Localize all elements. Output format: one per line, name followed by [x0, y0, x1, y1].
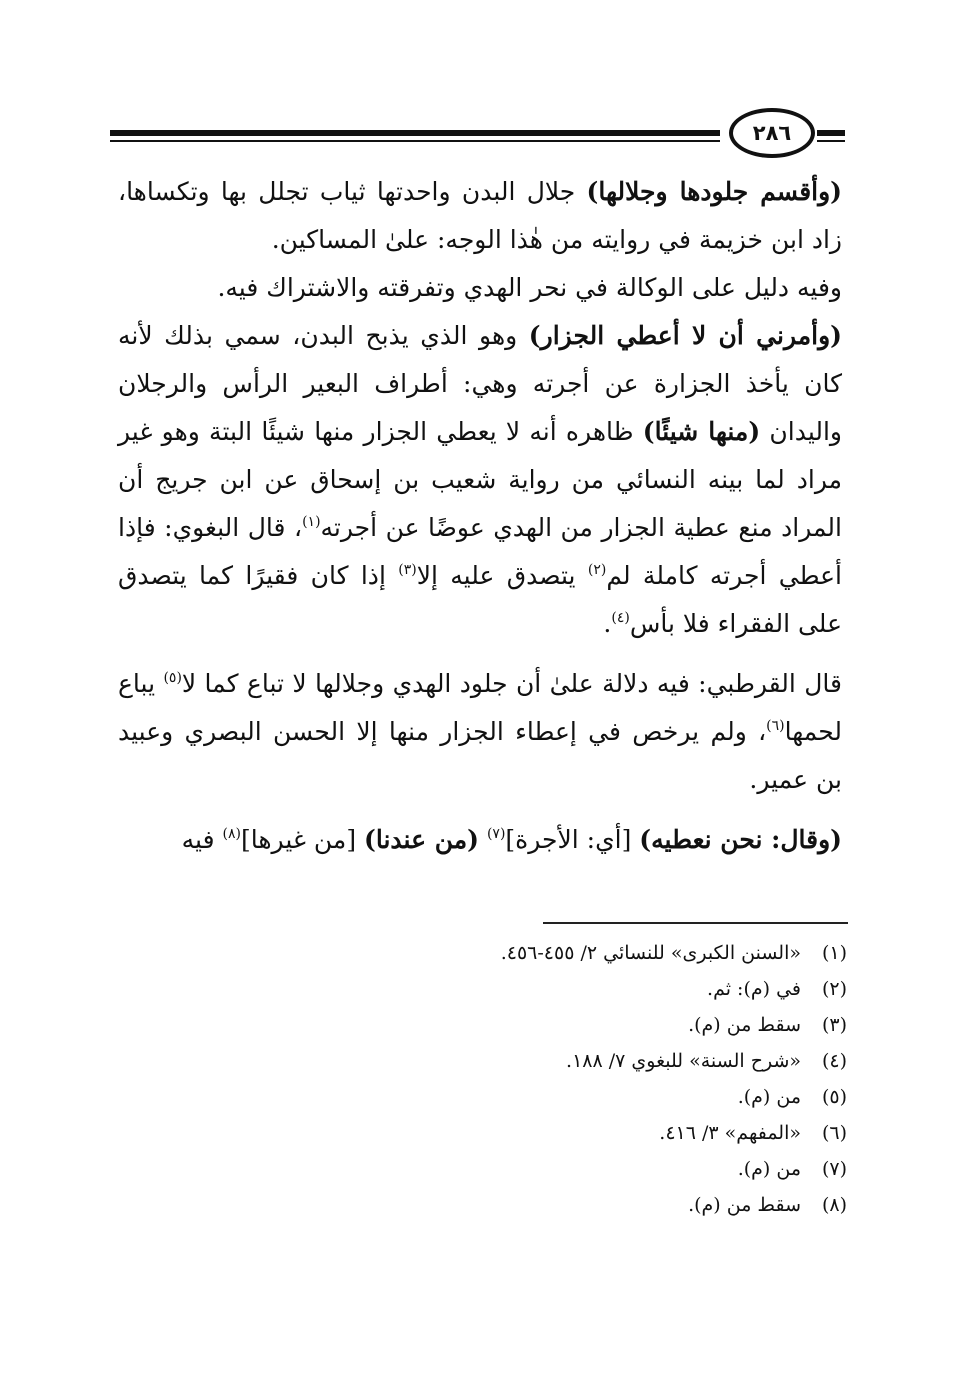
- header-rule-thin-right: [817, 140, 845, 142]
- text-run: [479, 825, 487, 854]
- footnote-number: (٥): [821, 1086, 847, 1108]
- footnote-item: [327, 935, 847, 971]
- text-run: جلال البدن واحدتها ثياب تجلل بها وتكساها، زاد ابن خزيمة في روايته من هٰذا الوجه: علىٰ المساكين.: [118, 177, 842, 254]
- footnote-number: (٦): [821, 1122, 847, 1144]
- footnote-ref: (٥): [163, 670, 182, 686]
- text-run: فيه: [181, 825, 223, 854]
- footnote-number: (١): [821, 942, 847, 964]
- text-run: وفيه دليل على الوكالة في نحر الهدي وتفرقته والاشتراك فيه.: [217, 273, 842, 302]
- text-run: قال القرطبي: فيه دلالة علىٰ أن جلود الهدي وجلالها لا تباع كما لا: [181, 669, 842, 698]
- text-run: [أي: الأجرة]: [505, 825, 640, 854]
- text-run: ، ولم يرخص في إعطاء الجزار منها إلا الحسن البصري وعبيد بن عمير.: [118, 717, 842, 794]
- footnote-text: سقط من (م).: [688, 1014, 801, 1036]
- bold-phrase: (وأمرني أن لا أعطي الجزار): [528, 321, 842, 350]
- text-run: ظاهره أنه لا يعطي الجزار منها شيئًا البتة وهو غير مراد لما بينه النسائي من رواية شعيب بن إسحاق عن ابن جريج أن المراد منع عطية الجزار من الهدي عوضًا عن أجرته: [118, 417, 842, 542]
- text-run: .: [603, 609, 612, 638]
- bold-phrase: (منها شيئًا): [642, 417, 761, 446]
- main-text: [118, 168, 842, 864]
- footnote-text: من (م).: [737, 1158, 801, 1180]
- text-run: ، قال البغوي: فإذا أعطي أجرته كاملة لم: [118, 513, 842, 590]
- page-number: ٢٨٦: [729, 108, 815, 158]
- paragraph: [118, 312, 842, 648]
- paragraph: [118, 816, 842, 864]
- paragraph: [118, 264, 842, 312]
- footnote-item: [327, 1187, 847, 1223]
- text-run: إذا كان فقيرًا كما يتصدق على الفقراء فلا بأس: [118, 561, 842, 638]
- footnote-text: «السنن الكبرى» للنسائي ٢/ ٤٥٥-٤٥٦.: [500, 942, 801, 964]
- footnote-text: من (م).: [737, 1086, 801, 1108]
- header-rule-thick: [110, 130, 720, 136]
- footnotes: [327, 935, 847, 1223]
- footnote-ref: (٤): [611, 610, 630, 626]
- footnote-number: (٢): [821, 978, 847, 1000]
- footnote-ref: (٦): [766, 718, 785, 734]
- bold-phrase: (من عندنا): [364, 825, 479, 854]
- footnote-text: في (م): ثم.: [707, 978, 801, 1000]
- text-run: [من غيرها]: [240, 825, 365, 854]
- footnote-item: [327, 1079, 847, 1115]
- footnote-item: [327, 1043, 847, 1079]
- footnote-ref: (٧): [486, 826, 506, 842]
- paragraph: [118, 168, 842, 264]
- footnote-ref: (٣): [398, 562, 417, 578]
- text-run: يتصدق عليه إلا: [416, 561, 588, 590]
- bold-phrase: (وأقسم جلودها وجلالها): [586, 177, 842, 206]
- header-rule-thick-right: [817, 130, 845, 136]
- footnote-number: (٨): [821, 1194, 847, 1216]
- footnote-item: [327, 971, 847, 1007]
- footnote-ref: (١): [302, 514, 321, 530]
- text-run: وهو الذي يذبح البدن، سمي بذلك لأنه كان يأخذ الجزارة عن أجرته وهي: أطراف البعير الرأس والرجلان واليدان: [118, 321, 842, 446]
- footnote-item: [327, 1115, 847, 1151]
- footnote-ref: (٢): [587, 562, 607, 578]
- footnote-item: [327, 1007, 847, 1043]
- footnote-item: [327, 1151, 847, 1187]
- page-header: [110, 108, 845, 160]
- footnote-text: سقط من (م).: [688, 1194, 801, 1216]
- footnote-number: (٣): [821, 1014, 847, 1036]
- footnote-ref: (٨): [222, 826, 241, 842]
- footnote-number: (٧): [821, 1158, 847, 1180]
- bold-phrase: (وقال: نحن نعطيه): [639, 825, 842, 854]
- header-rule-thin: [110, 140, 720, 142]
- text-run: يباع لحمها: [118, 669, 842, 746]
- footnote-number: (٤): [821, 1050, 847, 1072]
- footnote-text: «شرح السنة» للبغوي ٧/ ١٨٨.: [566, 1050, 801, 1072]
- footnote-text: «المفهم» ٣/ ٤١٦.: [659, 1122, 801, 1144]
- footnote-separator: [543, 922, 848, 924]
- paragraph: [118, 660, 842, 804]
